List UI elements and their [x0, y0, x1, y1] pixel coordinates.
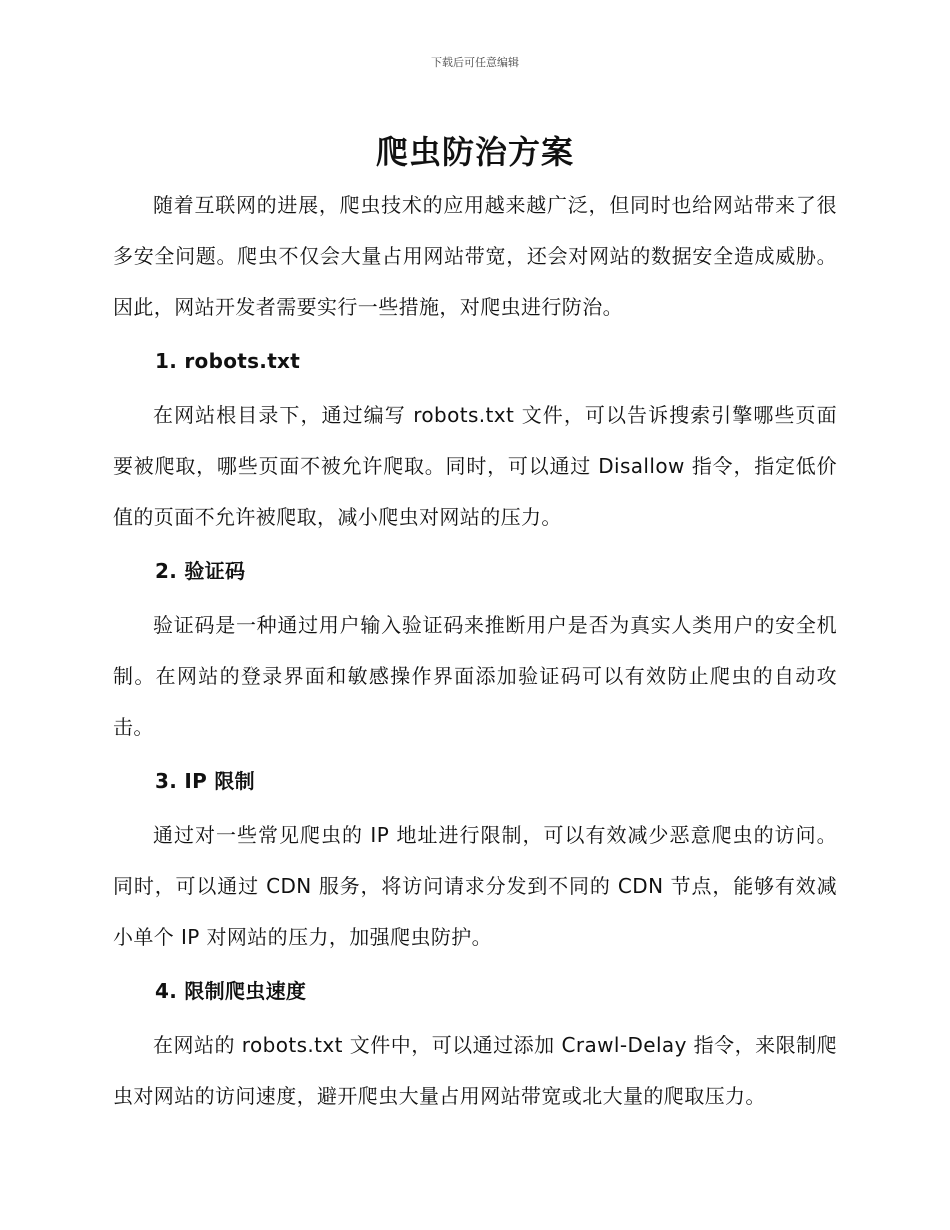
header-note: 下载后可任意编辑: [431, 56, 519, 69]
section-heading-ip-limit: 3. IP 限制: [155, 769, 255, 793]
section-body-captcha: 验证码是一种通过用户输入验证码来推断用户是否为真实人类用户的安全机制。在网站的登录界面和敏感操作界面添加验证码可以有效防止爬虫的自动攻击。: [113, 613, 837, 739]
section-body-rate-limit: 在网站的 robots.txt 文件中，可以通过添加 Crawl-Delay 指令，来限制爬虫对网站的访问速度，避开爬虫大量占用网站带宽或北大量的爬取压力。: [113, 1033, 837, 1108]
section-body-ip-limit: 通过对一些常见爬虫的 IP 地址进行限制，可以有效减少恶意爬虫的访问。同时，可以通过 CDN 服务，将访问请求分发到不同的 CDN 节点，能够有效减小单个 IP 对网站的压力，加强爬虫防护。: [113, 823, 837, 949]
section-rate-limit: [113, 966, 837, 1122]
section-heading-rate-limit: 4. 限制爬虫速度: [155, 979, 307, 1003]
section-heading-captcha: 2. 验证码: [155, 559, 246, 583]
section-heading-robots: 1. robots.txt: [155, 349, 301, 373]
document-title: 爬虫防治方案: [375, 133, 574, 171]
section-captcha: [113, 546, 837, 753]
document-content: [113, 180, 837, 1122]
section-ip-limit: [113, 756, 837, 963]
section-robots: [113, 336, 837, 543]
intro-paragraph: 随着互联网的进展，爬虫技术的应用越来越广泛，但同时也给网站带来了很多安全问题。爬虫不仅会大量占用网站带宽，还会对网站的数据安全造成威胁。因此，网站开发者需要实行一些措施，对爬虫进行防治。: [113, 193, 837, 319]
section-body-robots: 在网站根目录下，通过编写 robots.txt 文件，可以告诉搜索引擎哪些页面要被爬取，哪些页面不被允许爬取。同时，可以通过 Disallow 指令，指定低价值的页面不允许被爬取，减小爬虫对网站的压力。: [113, 403, 837, 529]
